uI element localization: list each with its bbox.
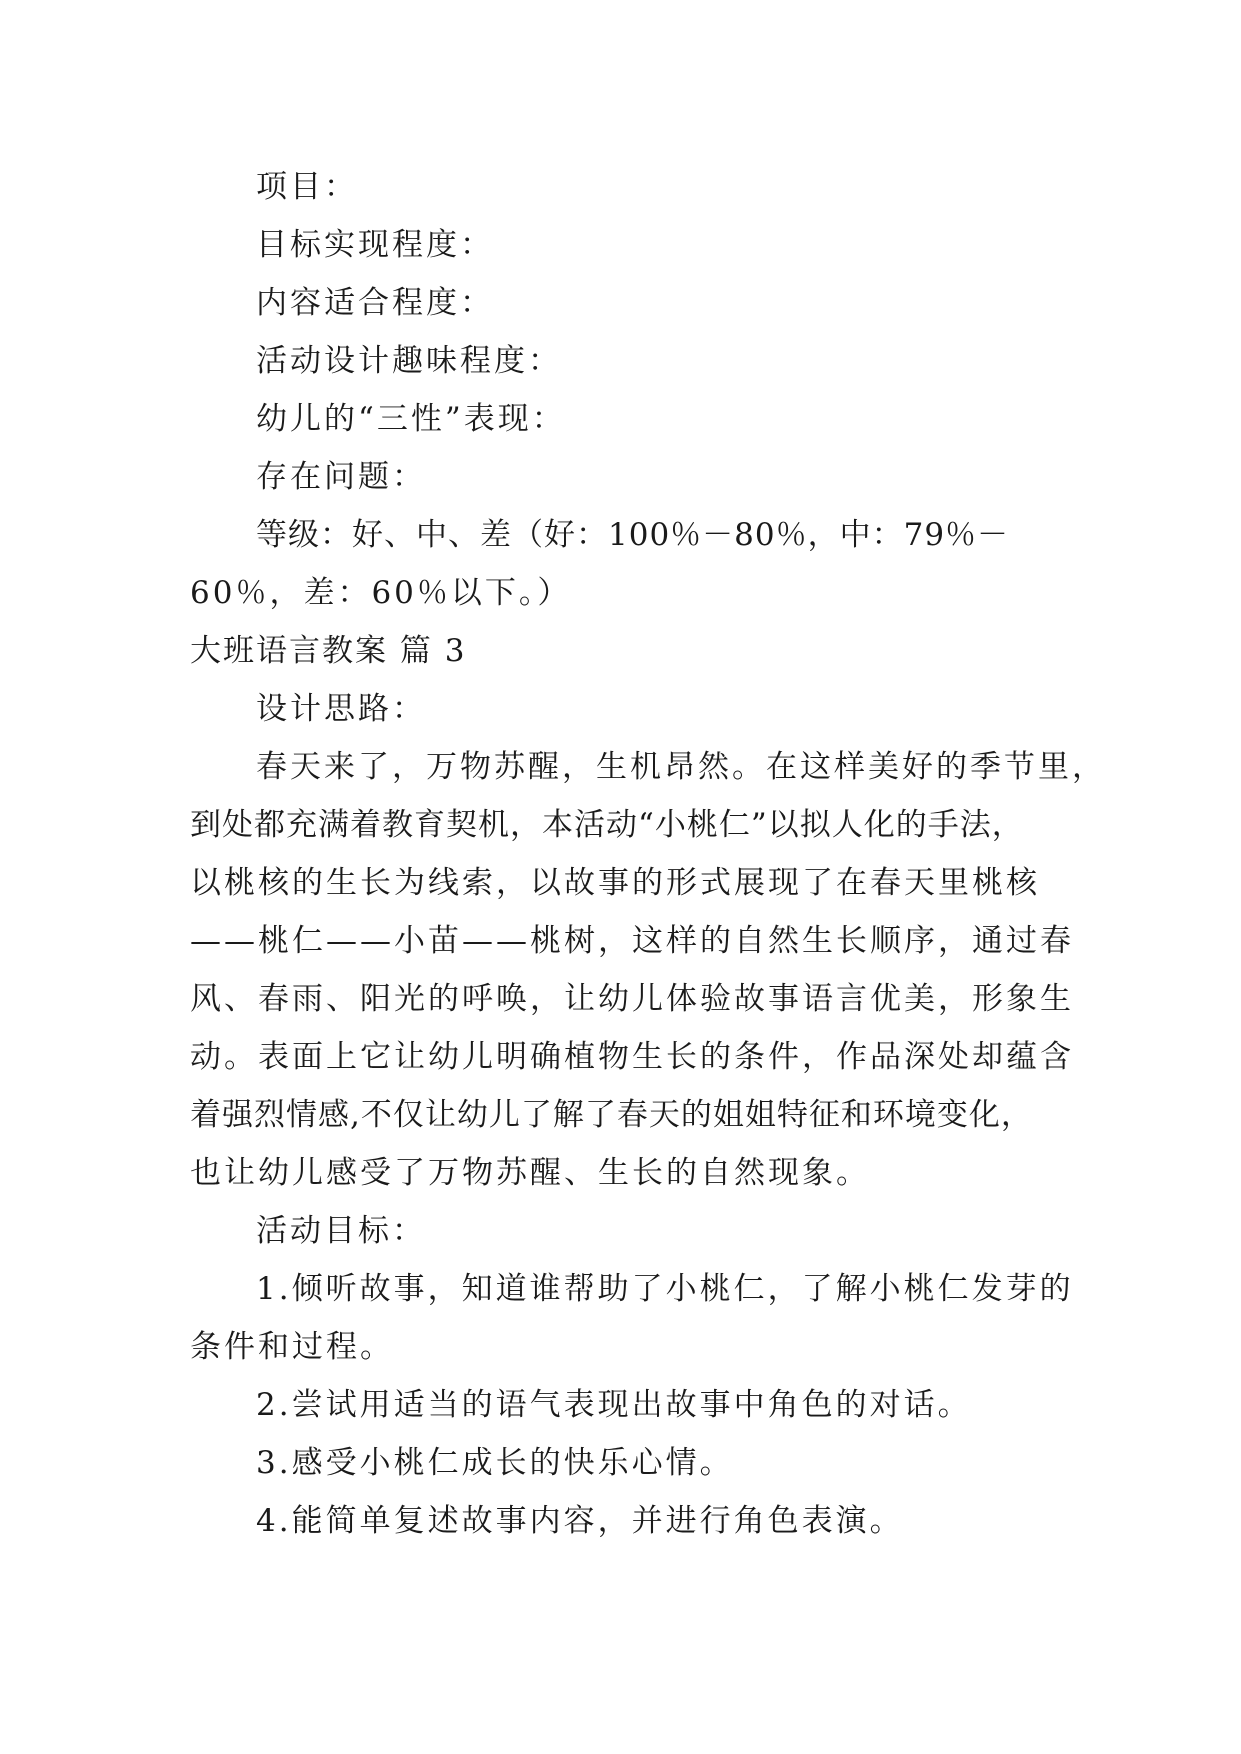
eval-item-content-suitability: 内容适合程度： [256, 285, 494, 321]
goal-item-2: 2.尝试用适当的语气表现出故事中角色的对话。 [256, 1387, 972, 1423]
goals-label: 活动目标： [256, 1213, 426, 1249]
eval-item-activity-interest: 活动设计趣味程度： [256, 343, 562, 379]
goal-item-3: 3.感受小桃仁成长的快乐心情。 [256, 1445, 734, 1481]
document-page [190, 158, 1106, 1550]
design-line: 风、春雨、阳光的呼唤，让幼儿体验故事语言优美，形象生 [190, 981, 1074, 1017]
goal-item-4: 4.能简单复述故事内容，并进行角色表演。 [256, 1503, 904, 1539]
eval-item-goal-achievement: 目标实现程度： [256, 227, 494, 263]
grade-line-2: 60％，差：60％以下。） [190, 575, 572, 611]
grade-paragraph [190, 506, 1056, 622]
design-line: 也让幼儿感受了万物苏醒、生长的自然现象。 [190, 1155, 870, 1191]
eval-item-project: 项目： [256, 169, 358, 205]
section-heading: 大班语言教案 篇 3 [190, 633, 467, 669]
eval-item-three-qualities: 幼儿的“三性”表现： [256, 401, 566, 437]
design-line: 春天来了，万物苏醒，生机昂然。在这样美好的季节里， [256, 749, 1106, 785]
goal-item-1 [190, 1260, 1074, 1376]
design-line: 着强烈情感,不仅让幼儿了解了春天的姐姐特征和环境变化， [190, 1097, 1033, 1133]
grade-line-1: 等级：好、中、差（好：100％－80％，中：79％－ [256, 517, 1010, 553]
design-line: 到处都充满着教育契机，本活动“小桃仁”以拟人化的手法， [190, 807, 1024, 843]
eval-item-problems: 存在问题： [256, 459, 426, 495]
goal-item-1-line-2: 条件和过程。 [190, 1329, 394, 1365]
goal-item-1-line-1: 1.倾听故事，知道谁帮助了小桃仁，了解小桃仁发芽的 [256, 1271, 1074, 1307]
design-label: 设计思路： [256, 691, 426, 727]
design-line: 以桃核的生长为线索，以故事的形式展现了在春天里桃核 [190, 865, 1040, 901]
design-line: 动。表面上它让幼儿明确植物生长的条件，作品深处却蕴含 [190, 1039, 1074, 1075]
design-paragraph [190, 738, 1106, 1202]
design-line: ——桃仁——小苗——桃树，这样的自然生长顺序，通过春 [190, 923, 1074, 959]
